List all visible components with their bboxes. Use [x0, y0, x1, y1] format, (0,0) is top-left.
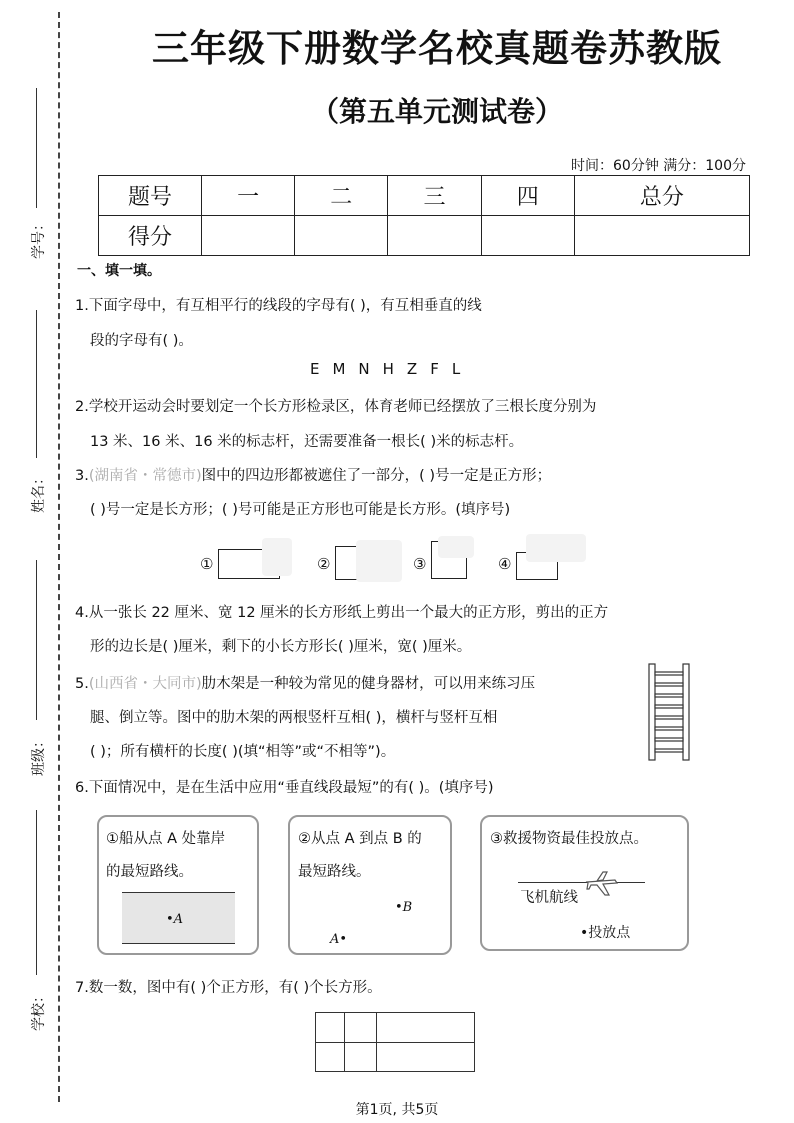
score-header-cell: 四 [481, 176, 574, 216]
q7-line: 7.数一数，图中有( )个正方形，有( )个长方形。 [75, 980, 382, 996]
q3-text1: 图中的四边形都被遮住了一部分，( )号一定是正方形； [201, 468, 552, 484]
section-heading: 一、填一填。 [77, 263, 161, 279]
shape-label-3: ③ [413, 555, 427, 573]
student-id-underline [36, 88, 37, 208]
box3-line1: ③救援物资最佳投放点。 [490, 831, 648, 847]
q3-line1 [75, 464, 551, 485]
name-underline [36, 310, 37, 458]
shape-label-4: ④ [498, 555, 512, 573]
drop-point: •投放点 [580, 925, 631, 941]
q5-text1: 肋木架是一种较为常见的健身器材，可以用来练习压 [201, 676, 536, 692]
page-footer: 第1页, 共5页 [355, 1102, 439, 1118]
exam-meta: 时间：60分钟 满分：100分 [571, 158, 746, 174]
score-header-cell: 二 [295, 176, 388, 216]
student-id-label: 学号： [31, 217, 47, 259]
score-header-cell: 总分 [574, 176, 749, 216]
cover-patch [526, 534, 586, 562]
school-label: 学校： [31, 989, 47, 1031]
q4-line2: 形的边长是( )厘米，剩下的小长方形长( )厘米，宽( )厘米。 [90, 639, 472, 655]
class-underline [36, 560, 37, 720]
score-table [98, 175, 750, 256]
q2-line2: 13 米、16 米、16 米的标志杆，还需要准备一根长( )米的标志杆。 [90, 434, 524, 450]
flight-path-label: 飞机航线 [520, 890, 578, 906]
wall-bars-figure [646, 662, 692, 762]
q6-line: 6.下面情况中，是在生活中应用“垂直线段最短”的有( )。(填序号) [75, 780, 494, 796]
score-header-cell: 一 [202, 176, 295, 216]
q3-line2: ( )号一定是长方形；( )号可能是正方形也可能是长方形。(填序号) [90, 502, 511, 518]
score-cell[interactable] [388, 216, 481, 256]
q5-line1 [75, 672, 535, 693]
score-header-cell: 题号 [99, 176, 202, 216]
grid-line [316, 1042, 474, 1043]
shape-label-2: ② [317, 555, 331, 573]
cover-patch [356, 540, 402, 582]
drop-point-label: 投放点 [588, 925, 631, 941]
box2-line1: ②从点 A 到点 B 的 [298, 831, 422, 847]
q5-source: (山西省・大同市) [88, 676, 202, 692]
name-label: 姓名： [31, 471, 47, 513]
q2-line1: 2.学校开运动会时要划定一个长方形检录区，体育老师已经摆放了三根长度分别为 [75, 399, 597, 415]
q4-line1: 4.从一张长 22 厘米、宽 12 厘米的长方形纸上剪出一个最大的正方形，剪出的正方 [75, 605, 609, 621]
q5-line3: ( )；所有横杆的长度( )(填“相等”或“不相等”)。 [90, 744, 396, 760]
airplane-icon [585, 868, 619, 898]
q3-number: 3. [75, 468, 89, 484]
page-subtitle: （第五单元测试卷） [310, 95, 563, 128]
point-b-label: B [402, 900, 413, 915]
point-b: •B [395, 900, 413, 915]
score-cell[interactable] [481, 216, 574, 256]
class-label: 班级： [31, 734, 47, 776]
score-cell[interactable] [202, 216, 295, 256]
score-header-cell: 三 [388, 176, 481, 216]
school-underline [36, 810, 37, 975]
score-cell[interactable] [574, 216, 749, 256]
q5-number: 5. [75, 676, 89, 692]
counting-figure [315, 1012, 475, 1072]
q1-letters: EMNHZFL [310, 360, 474, 378]
point-a-label: A [173, 912, 184, 927]
q1-line1: 1.下面字母中，有互相平行的线段的字母有( )，有互相垂直的线 [75, 298, 482, 314]
q3-source: (湖南省・常德市) [88, 468, 202, 484]
cover-patch [262, 538, 292, 576]
score-row-label: 得分 [99, 216, 202, 256]
q5-line2: 腿、倒立等。图中的肋木架的两根竖杆互相( )，横杆与竖杆互相 [90, 710, 498, 726]
point-a-river: •A [166, 912, 184, 927]
flight-path-line [518, 882, 645, 883]
point-a: A• [330, 932, 348, 947]
q1-line2: 段的字母有( )。 [90, 333, 193, 349]
shape-label-1: ① [200, 555, 214, 573]
binding-dashed-line [58, 12, 60, 1102]
page-title: 三年级下册数学名校真题卷苏教版 [152, 27, 722, 70]
box1-line2: 的最短路线。 [106, 864, 193, 880]
box2-line2: 最短路线。 [298, 864, 371, 880]
cover-patch [438, 536, 474, 558]
box1-line1: ①船从点 A 处靠岸 [106, 831, 226, 847]
score-cell[interactable] [295, 216, 388, 256]
point-a-label: A [330, 932, 340, 947]
